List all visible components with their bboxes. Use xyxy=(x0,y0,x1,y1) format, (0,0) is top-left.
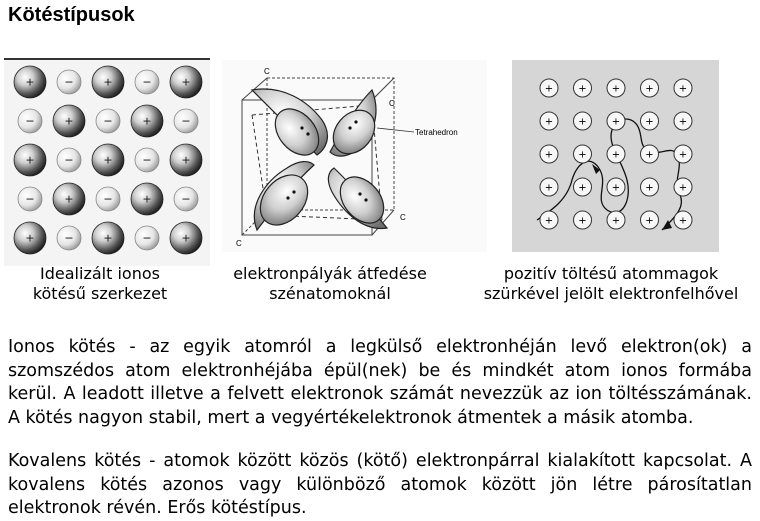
ion-charge-label: + xyxy=(103,75,113,89)
ion-charge-label: + xyxy=(181,75,191,89)
caption-line: kötésű szerkezet xyxy=(32,284,168,303)
caption-line: szürkével jelölt elektronfelhővel xyxy=(483,284,739,303)
cation-charge-label: + xyxy=(645,116,654,128)
caption-line: Idealizált ionos xyxy=(40,264,160,283)
cation-charge-label: + xyxy=(578,149,587,161)
ion-charge-label: − xyxy=(64,75,74,89)
ion-charge-label: + xyxy=(25,153,35,167)
cation-charge-label: + xyxy=(544,182,554,194)
ion-charge-label: + xyxy=(142,192,152,206)
ion-charge-label: + xyxy=(103,153,113,167)
cation-charge-label: + xyxy=(578,215,587,227)
caption-line: szénatomoknál xyxy=(269,284,391,303)
caption-line: elektronpályák átfedése xyxy=(233,264,427,283)
cation-charge-label: + xyxy=(678,149,688,161)
ion-charge-label: + xyxy=(181,153,191,167)
cation-charge-label: + xyxy=(611,149,621,161)
figure-caption-orbital xyxy=(210,264,450,304)
ion-charge-label: + xyxy=(103,231,113,245)
cation-charge-label: + xyxy=(645,149,654,161)
cation-charge-label: + xyxy=(544,83,554,95)
carbon-orbital-svg xyxy=(222,60,487,252)
cation-charge-label: + xyxy=(578,182,587,194)
caption-line: pozitív töltésű atommagok xyxy=(503,264,719,283)
covalent-bond-paragraph: Kovalens kötés - atomok között közös (kötő) elektronpárral kialakított kapcsolat. A kovalens kötés azonos vagy különböző atomok között jön létre párosítatlan elektronok révén. Erős kötéstípus. xyxy=(8,451,752,518)
figure-caption-ionic xyxy=(0,264,200,304)
ion-charge-label: − xyxy=(64,153,74,167)
cation-charge-label: + xyxy=(578,116,587,128)
cation-charge-label: + xyxy=(645,182,654,194)
ionic-bond-paragraph: Ionos kötés - az egyik atomról a legkülső elektronhéján levő elektron(ok) a szomszédos atom elektronhéjába épül(nek) be és mindkét atom ionos formába kerül. A leadott illetve a felvett elektronok számát nevezzük az ion töltésszámának. A kötés nagyon stabil, mert a vegyértékelektronok átmentek a másik atomba. xyxy=(8,337,752,428)
cation-charge-label: + xyxy=(678,182,688,194)
cation-charge-label: + xyxy=(544,116,554,128)
ion-charge-label: + xyxy=(25,75,35,89)
ion-charge-label: − xyxy=(142,153,152,167)
ionic-structure-figure xyxy=(4,58,210,266)
ion-charge-label: − xyxy=(181,192,191,206)
ion-charge-label: − xyxy=(103,192,113,206)
metallic-bond-figure xyxy=(512,60,719,252)
cation-charge-label: + xyxy=(611,182,621,194)
figure-caption-metallic xyxy=(462,264,760,304)
cation-charge-label: + xyxy=(678,116,688,128)
corner-label: C xyxy=(400,213,406,222)
ion-charge-label: + xyxy=(64,114,74,128)
cation-charge-label: + xyxy=(611,83,621,95)
carbon-orbital-figure xyxy=(222,60,487,252)
cation-charge-label: + xyxy=(678,215,688,227)
corner-label: C xyxy=(264,67,270,76)
ion-charge-label: − xyxy=(181,114,191,128)
ion-charge-label: − xyxy=(25,114,35,128)
ion-charge-label: − xyxy=(142,231,152,245)
cation-charge-label: + xyxy=(578,83,587,95)
tetrahedron-label: Tetrahedron xyxy=(415,128,458,137)
ion-charge-label: − xyxy=(25,192,35,206)
metallic-bond-svg xyxy=(512,60,719,252)
corner-label: C xyxy=(389,99,395,108)
cation-charge-label: + xyxy=(645,215,654,227)
cation-charge-label: + xyxy=(645,83,654,95)
ion-charge-label: − xyxy=(142,75,152,89)
corner-label: C xyxy=(236,239,242,248)
cation-charge-label: + xyxy=(544,215,554,227)
ion-charge-label: + xyxy=(181,231,191,245)
cation-charge-label: + xyxy=(544,149,554,161)
ion-charge-label: + xyxy=(25,231,35,245)
cation-charge-label: + xyxy=(611,116,621,128)
ion-charge-label: − xyxy=(103,114,113,128)
ionic-structure-svg xyxy=(4,58,210,266)
cation-charge-label: + xyxy=(611,215,621,227)
ion-charge-label: + xyxy=(142,114,152,128)
page-title: Kötéstípusok xyxy=(8,4,135,26)
cation-charge-label: + xyxy=(678,83,688,95)
ion-charge-label: + xyxy=(64,192,74,206)
ion-charge-label: − xyxy=(64,231,74,245)
